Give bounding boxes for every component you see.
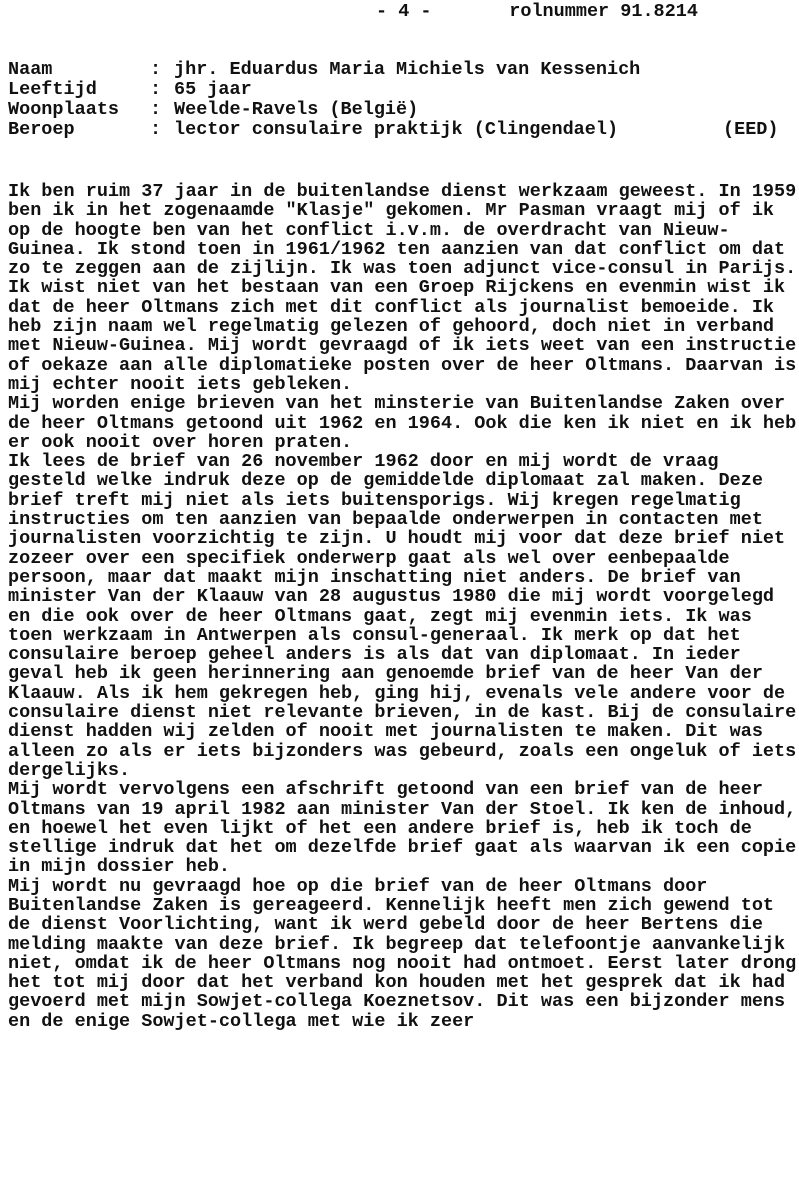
field-woonplaats xyxy=(8,100,640,120)
field-value: Weelde-Ravels (België) xyxy=(174,99,419,120)
page-number: - 4 - xyxy=(376,1,432,22)
field-label: Leeftijd xyxy=(8,79,97,100)
field-separator: : xyxy=(150,119,162,140)
field-separator: : xyxy=(150,79,162,100)
field-label: Beroep xyxy=(8,119,75,140)
page-header xyxy=(376,0,698,24)
field-label: Naam xyxy=(8,59,53,80)
rolnummer: rolnummer 91.8214 xyxy=(509,1,698,22)
field-separator: : xyxy=(150,59,162,80)
personal-details xyxy=(8,59,779,140)
field-value: lector consulaire praktijk (Clingendael) xyxy=(174,119,619,140)
field-value: 65 jaar xyxy=(174,79,252,100)
paragraph: Mij worden enige brieven van het minsterie van Buitenlandse Zaken over de heer Oltmans getoond uit 1962 en 1964. Ook die ken ik niet en ik heb er ook nooit over horen praten. xyxy=(8,393,797,453)
paragraph: Ik ben ruim 37 jaar in de buitenlandse dienst werkzaam geweest. In 1959 ben ik in het zogenaamde "Klasje" gekomen. Mr Pasman vraagt mij of ik op de hoogte ben van het conflict i.v.m. de overdracht van Nieuw-Guinea. Ik stond toen in 1961/1962 ten aanzien van dat conflict om dat zo te zeggen aan de zijlijn. Ik was toen adjunct vice-consul in Parijs. Ik wist niet van het bestaan van een Groep Rijckens en evenmin wist ik dat de heer Oltmans zich met dit conflict als journalist bemoeide. Ik heb zijn naam wel regelmatig gelezen of gehoord, doch niet in verband met Nieuw-Guinea. Mij wordt gevraagd of ik iets weet van een instructie of oekaze aan alle diplomatieke posten over de heer Oltmans. Daarvan is mij echter nooit iets gebleken. xyxy=(8,181,797,395)
field-beroep xyxy=(8,119,779,140)
field-separator: : xyxy=(150,99,162,120)
field-suffix: (EED) xyxy=(723,119,779,140)
statement-body xyxy=(8,182,798,1031)
field-naam xyxy=(8,60,640,80)
paragraph: Mij wordt nu gevraagd hoe op die brief van de heer Oltmans door Buitenlandse Zaken is gereageerd. Kennelijk heeft men zich gewend tot de dienst Voorlichting, want ik werd gebeld door de heer Bertens die melding maakte van deze brief. Ik begreep dat telefoontje aanvankelijk niet, omdat ik de heer Oltmans nog nooit had ontmoet. Eerst later drong het tot mij door dat het verband kon houden met het gesprek dat ik had gevoerd met mijn Sowjet-collega Koeznetsov. Dit was een bijzonder mens en de enige Sowjet-collega met wie ik zeer xyxy=(8,875,797,1032)
paragraph: Mij wordt vervolgens een afschrift getoond van een brief van de heer Oltmans van 19 april 1982 aan minister Van der Stoel. Ik ken de inhoud, en hoewel het even lijkt of het een andere brief is, heb ik toch de stellige indruk dat het om dezelfde brief gaat als waarvan ik een copie in mijn dossier heb. xyxy=(8,779,797,878)
field-label: Woonplaats xyxy=(8,99,120,120)
paragraph: Ik lees de brief van 26 november 1962 door en mij wordt de vraag gesteld welke indruk deze op de gemiddelde diplomaat zal maken. Deze brief treft mij niet als iets buitensporigs. Wij kregen regelmatig instructies om ten aanzien van bepaalde onderwerpen in contacten met journalisten voorzichtig te zijn. U houdt mij voor dat deze brief niet zozeer over een specifiek onderwerp gaat als wel over eenbepaalde persoon, maar dat maakt mijn inschatting niet anders. De brief van minister Van der Klaauw van 28 augustus 1980 die mij wordt voorgelegd en die ook over de heer Oltmans gaat, zegt mij evenmin iets. Ik was toen werkzaam in Antwerpen als consul-generaal. Ik merk op dat het consulaire beroep geheel anders is als dat van diplomaat. In ieder geval heb ik geen herinnering aan genoemde brief van de heer Van der Klaauw. Als ik hem gekregen heb, ging hij, evenals vele andere voor de consulaire dienst niet relevante brieven, in de kast. Bij de consulaire dienst hadden wij zelden of nooit met journalisten te maken. Dit was alleen zo als er iets bijzonders was gebeurd, zoals een ongeluk of iets dergelijks. xyxy=(8,451,797,781)
field-value: jhr. Eduardus Maria Michiels van Kessenich xyxy=(174,59,641,80)
field-leeftijd xyxy=(8,80,640,100)
